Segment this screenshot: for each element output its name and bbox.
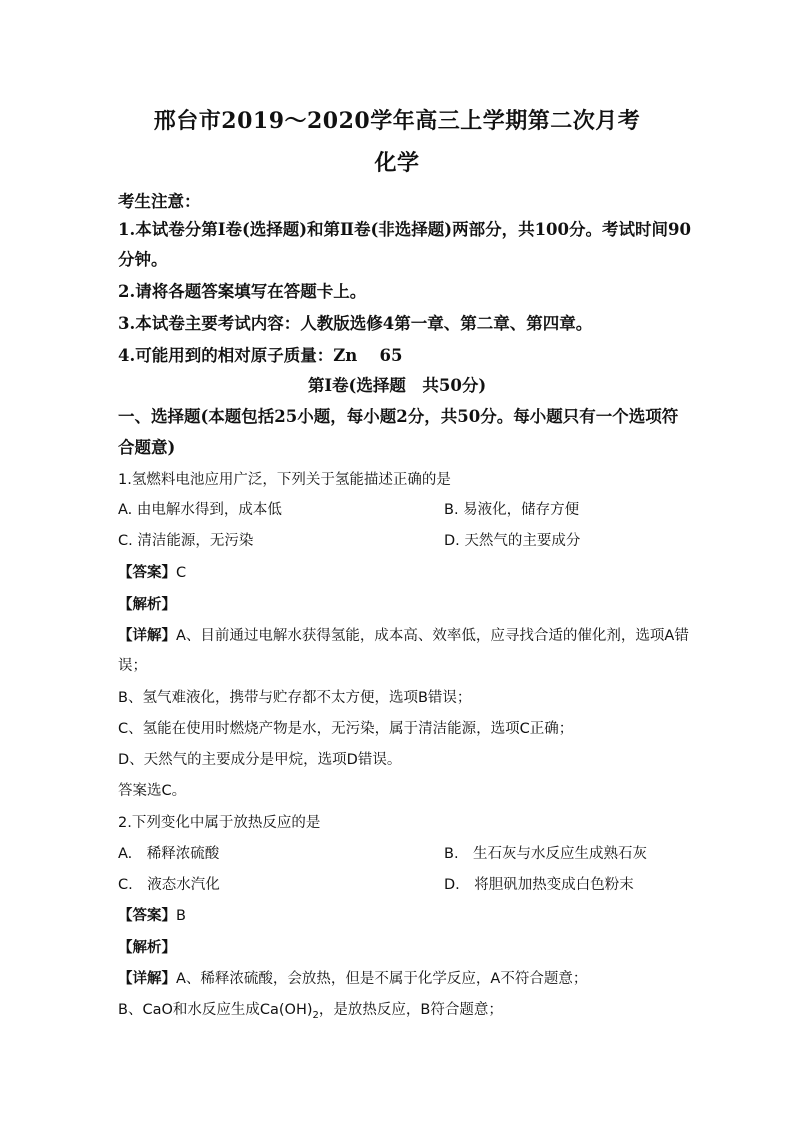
q1-detail-a: A、目前通过电解水获得氢能，成本高、效率低，应寻找合适的催化剂，选项A错 xyxy=(176,628,689,644)
analysis-tag: 【解析】 xyxy=(118,596,176,613)
q1-detail-a-cont: 误； xyxy=(118,658,147,674)
answer-tag: 【答案】 xyxy=(118,907,176,924)
notice-item-3: 3.本试卷主要考试内容：人教版选修4第一章、第二章、第四章。 xyxy=(118,314,593,333)
subject-title: 化学 xyxy=(374,150,420,176)
q1-detail xyxy=(118,624,689,645)
q2-option-b: B. 生石灰与水反应生成熟石灰 xyxy=(444,846,648,862)
q1-option-d: D. 天然气的主要成分 xyxy=(444,533,581,549)
q1-analysis xyxy=(118,593,176,614)
notice-item-1-cont: 分钟。 xyxy=(118,250,168,269)
q2-detail xyxy=(118,967,587,988)
q2-stem: 2.下列变化中属于放热反应的是 xyxy=(118,815,321,831)
answer-tag: 【答案】 xyxy=(118,564,176,581)
detail-tag: 【详解】 xyxy=(118,970,176,987)
q2-option-a: A. 稀释浓硫酸 xyxy=(118,846,220,862)
q1-detail-c: C、氢能在使用时燃烧产物是水，无污染，属于清洁能源，选项C正确； xyxy=(118,721,574,737)
q1-stem: 1.氢燃料电池应用广泛，下列关于氢能描述正确的是 xyxy=(118,472,451,488)
subscript: 2 xyxy=(312,1009,319,1021)
notice-item-1: 1.本试卷分第Ⅰ卷(选择题)和第Ⅱ卷(非选择题)两部分，共100分。考试时间90 xyxy=(118,220,691,239)
q2-analysis xyxy=(118,936,176,957)
part1-heading: 第Ⅰ卷(选择题 共50分) xyxy=(307,376,487,395)
analysis-tag: 【解析】 xyxy=(118,939,176,956)
section1-heading-cont: 合题意) xyxy=(118,438,176,457)
q1-option-a: A. 由电解水得到，成本低 xyxy=(118,502,282,518)
q1-option-c: C. 清洁能源，无污染 xyxy=(118,533,254,549)
q2-detail-b-pre: B、CaO和水反应生成Ca(OH) xyxy=(118,1002,313,1018)
q1-conclusion: 答案选C。 xyxy=(118,783,187,799)
q2-answer xyxy=(118,904,186,925)
q1-detail-d: D、天然气的主要成分是甲烷，选项D错误。 xyxy=(118,752,402,768)
q2-detail-b xyxy=(118,998,503,1021)
detail-tag: 【详解】 xyxy=(118,627,176,644)
exam-title: 邢台市2019～2020学年高三上学期第二次月考 xyxy=(153,108,641,134)
q2-detail-b-post: ，是放热反应，B符合题意； xyxy=(318,1002,503,1018)
notice-item-4: 4.可能用到的相对原子质量：Zn 65 xyxy=(118,346,403,365)
notice-heading: 考生注意： xyxy=(118,192,201,211)
q1-option-b: B. 易液化，储存方便 xyxy=(444,502,580,518)
section1-heading: 一、选择题(本题包括25小题，每小题2分，共50分。每小题只有一个选项符 xyxy=(118,407,679,426)
q1-answer-value: C xyxy=(176,565,187,581)
q2-answer-value: B xyxy=(176,908,186,924)
q2-option-c: C. 液态水汽化 xyxy=(118,877,220,893)
notice-item-2: 2.请将各题答案填写在答题卡上。 xyxy=(118,282,367,301)
q2-detail-a: A、稀释浓硫酸，会放热，但是不属于化学反应，A不符合题意； xyxy=(176,971,588,987)
q2-option-d: D. 将胆矾加热变成白色粉末 xyxy=(444,877,634,893)
q1-detail-b: B、氢气难液化，携带与贮存都不太方便，选项B错误； xyxy=(118,690,472,706)
q1-answer xyxy=(118,561,186,582)
